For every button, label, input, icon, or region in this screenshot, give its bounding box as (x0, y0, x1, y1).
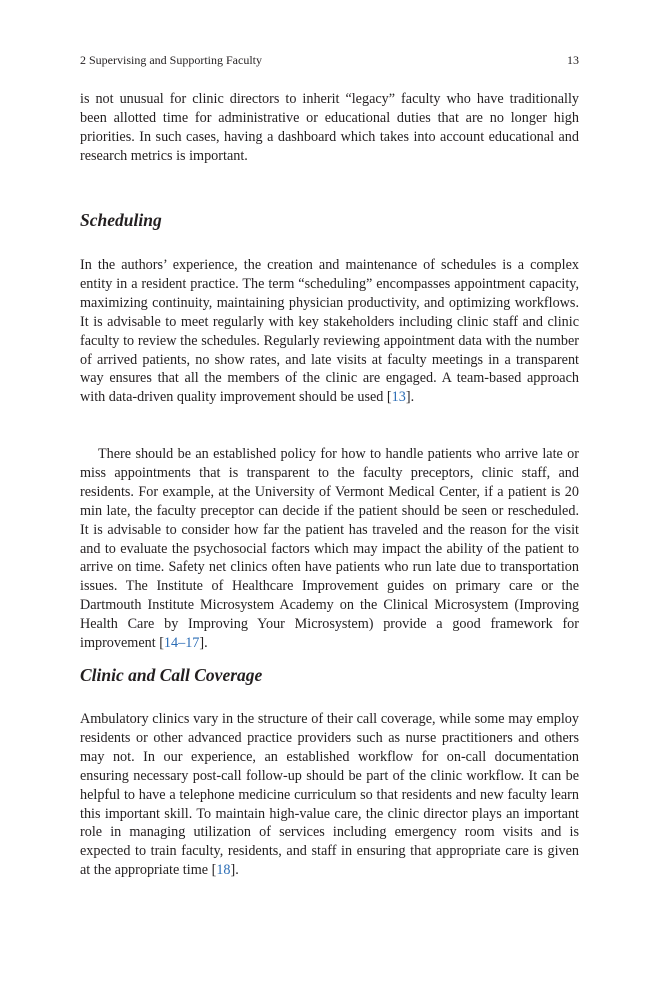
paragraph-text: In the authors’ experience, the creation and maintenance of schedules is a complex entity in a resident practice. The term “scheduling” encompasses appointment capacity, maximizing continuity, maintaining physician productivity, and optimizing workflows. It is advisable to meet regularly with key stakeholders including clinic staff and clinic faculty to review the schedules. Regularly reviewing appointment data with the number of arrived patients, no show rates, and late visits at faculty meetings in a transparent way ensures that all the members of the clinic are engaged. A team-based approach with data-driven quality improvement should be used [ (80, 257, 579, 406)
paragraph-text: Ambulatory clinics vary in the structure of their call coverage, while some may employ residents or other advanced practice providers such as nurse practitioners and others may not. In our experience, an established workflow for on-call documentation ensuring necessary post-call follow-up should be part of the clinic workflow. It can be helpful to have a telephone medicine curriculum so that residents and new faculty learn this important skill. To maintain high-value care, the clinic director plays an important role in managing utilization of services including emergency room visits and is expected to train faculty, residents, and staff in ensuring that appropriate care is given at the appropriate time [ (80, 711, 579, 879)
citation-link[interactable]: 14–17 (163, 635, 200, 652)
page-number: 13 (567, 53, 579, 67)
citation-link[interactable]: 13 (391, 389, 406, 406)
book-page (80, 0, 579, 1000)
scheduling-heading: Scheduling (80, 210, 162, 230)
paragraph-end: ]. (199, 635, 208, 652)
paragraph-end: ]. (405, 389, 415, 406)
intro-paragraph: is not unusual for clinic directors to inherit “legacy” faculty who have traditionally been allotted time for administrative or educational duties that are no longer high priorities. In such cases, having a dashboard which takes into account educational and research metrics is important. (80, 91, 579, 164)
paragraph-end: ]. (230, 862, 239, 879)
scheduling-paragraph-1 (80, 256, 579, 407)
coverage-heading: Clinic and Call Coverage (80, 665, 263, 685)
paragraph-text: There should be an established policy for how to handle patients who arrive late or miss appointments that is transparent to the faculty preceptors, clinic staff, and residents. For example, at the University of Vermont Medical Center, if a patient is 20 min late, the faculty preceptor can decide if the patient should be seen or rescheduled. It is advisable to consider how far the patient has traveled and the reason for the visit and to evaluate the psychosocial factors which may impact the ability of the patient to arrive on time. Safety net clinics often have patients who run late due to transportation issues. The Institute of Healthcare Improvement guides on primary care or the Dartmouth Institute Microsystem Academy on the Clinical Microsystem (Improving Health Care by Improving Your Microsystem) provide a good framework for improvement [ (80, 446, 579, 652)
citation-link[interactable]: 18 (216, 862, 231, 879)
chapter-title: 2 Supervising and Supporting Faculty (80, 53, 262, 67)
coverage-paragraph-1 (80, 710, 579, 880)
scheduling-paragraph-2 (80, 445, 579, 653)
